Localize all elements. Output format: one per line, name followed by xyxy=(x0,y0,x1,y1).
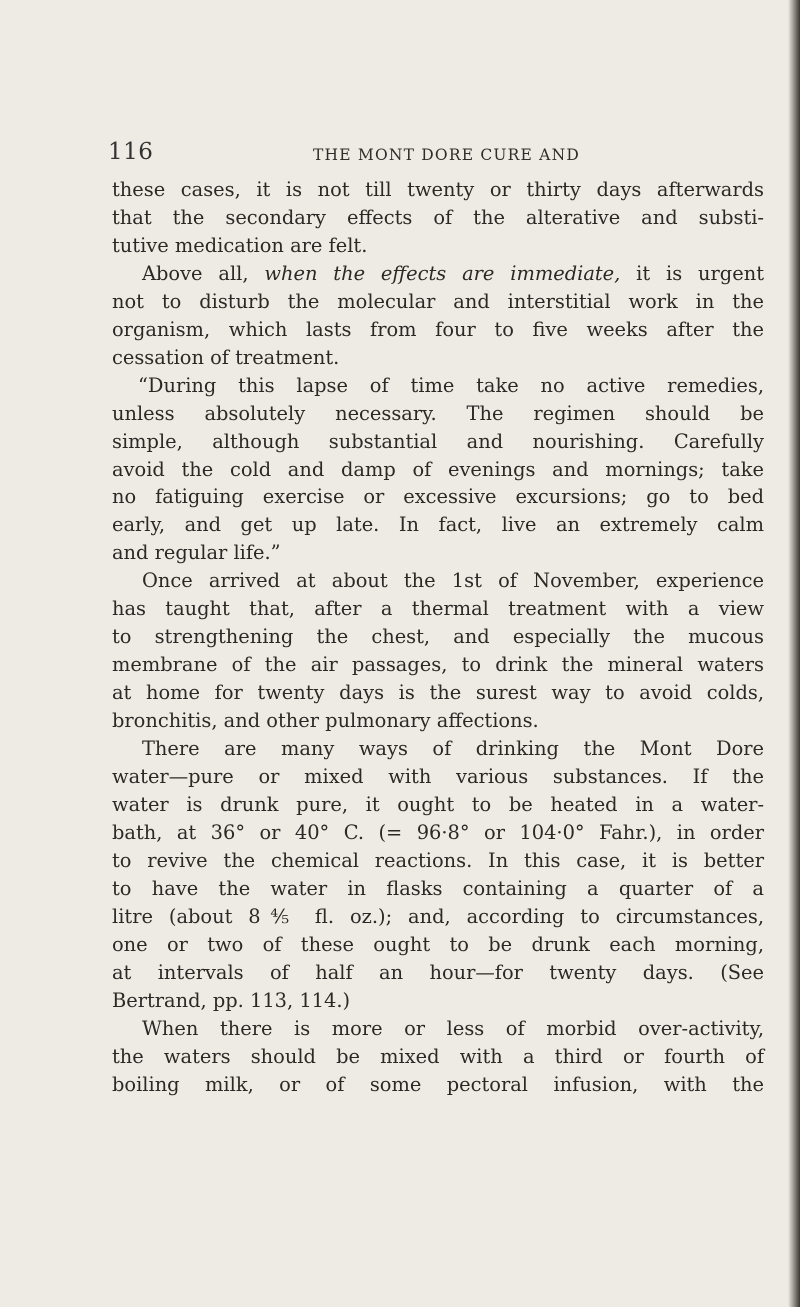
text-line: one or two of these ought to be drunk each morning, xyxy=(112,932,764,956)
text-line: at intervals of half an hour—for twenty days. (See xyxy=(112,960,764,984)
text-line: membrane of the air passages, to drink the mineral waters xyxy=(112,653,764,677)
italic-phrase: when the effects are immediate, xyxy=(264,261,621,285)
text-line xyxy=(112,260,764,288)
text-line: to have the water in flasks containing a quarter of a xyxy=(112,876,764,900)
text-line: at home for twenty days is the surest way to avoid colds, xyxy=(112,681,764,705)
text-line: to revive the chemical reactions. In this case, it is better xyxy=(112,848,764,872)
text-line: these cases, it is not till twenty or thirty days afterwards xyxy=(112,178,764,201)
text-span: it is urgent xyxy=(620,261,764,285)
text-span: Above all, xyxy=(142,261,265,285)
text-line: bath, at 36° or 40° C. (= 96·8° or 104·0° Fahr.), in order xyxy=(112,820,764,844)
text-line: early, and get up late. In fact, live an extremely calm xyxy=(112,513,764,537)
text-line: When there is more or less of morbid over-activity, xyxy=(142,1016,764,1040)
body-text xyxy=(112,176,764,1098)
text-line: avoid the cold and damp of evenings and mornings; take xyxy=(112,457,764,481)
text-line: boiling milk, or of some pectoral infusion, with the xyxy=(112,1072,764,1096)
text-line: water is drunk pure, it ought to be heated in a water- xyxy=(112,792,764,816)
text-line: Once arrived at about the 1st of November, experience xyxy=(142,569,764,593)
text-line: organism, which lasts from four to five weeks after the xyxy=(112,317,764,341)
text-line: the waters should be mixed with a third or fourth of xyxy=(112,1044,764,1068)
text-line: unless absolutely necessary. The regimen should be xyxy=(112,401,764,425)
page-number: 116 xyxy=(108,139,154,165)
text-line: to strengthening the chest, and especially the mucous xyxy=(112,625,764,649)
text-line: no fatiguing exercise or excessive excursions; go to bed xyxy=(112,485,764,509)
text-line: cessation of treatment. xyxy=(112,345,340,369)
text-line: not to disturb the molecular and interstitial work in the xyxy=(112,289,764,313)
text-line: There are many ways of drinking the Mont Dore xyxy=(142,737,764,761)
text-line: simple, although substantial and nourishing. Carefully xyxy=(112,429,764,453)
text-line: “During this lapse of time take no active remedies, xyxy=(138,373,764,397)
text-line: bronchitis, and other pulmonary affections. xyxy=(112,709,539,733)
text-line: water—pure or mixed with various substances. If the xyxy=(112,765,764,789)
text-line: and regular life.” xyxy=(112,541,281,565)
page-binding-edge xyxy=(788,0,800,1307)
text-line: Bertrand, pp. 113, 114.) xyxy=(112,988,351,1012)
text-line: that the secondary effects of the alterative and substi- xyxy=(112,205,764,229)
text-line: tutive medication are felt. xyxy=(112,233,368,257)
text-line: litre (about 8⅘ fl. oz.); and, according to circumstances, xyxy=(112,904,764,928)
text-line: has taught that, after a thermal treatment with a view xyxy=(112,597,764,621)
running-head: THE MONT DORE CURE AND xyxy=(313,146,580,164)
